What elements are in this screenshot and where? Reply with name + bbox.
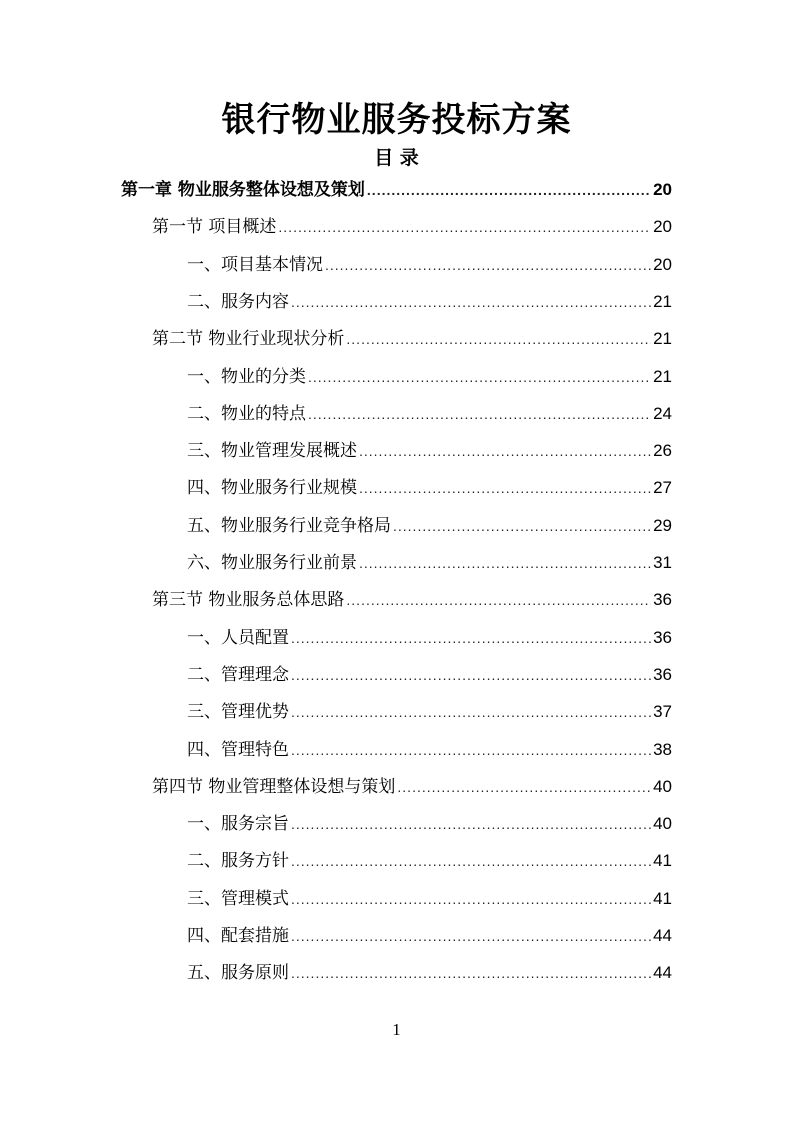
toc-entry-page-number: 21	[653, 329, 672, 348]
toc-entry-page-number: 40	[653, 814, 672, 833]
toc-entry-page-number: 44	[653, 963, 672, 982]
toc-dot-leader	[291, 846, 651, 876]
toc-entry[interactable]	[187, 884, 672, 914]
toc-entry-page-number: 20	[653, 255, 672, 274]
toc-dot-leader	[291, 623, 651, 653]
toc-entry-label: 二、物业的特点	[187, 404, 306, 424]
toc-dot-leader	[359, 473, 651, 503]
toc-dot-leader	[291, 809, 651, 839]
toc-entry-label: 一、项目基本情况	[187, 255, 323, 275]
toc-entry[interactable]	[187, 399, 672, 429]
toc-entry[interactable]	[187, 548, 672, 578]
toc-entry[interactable]	[187, 250, 672, 280]
toc-dot-leader	[291, 735, 651, 765]
toc-entry-label: 第二节 物业行业现状分析	[152, 329, 345, 349]
toc-entry-page-number: 40	[653, 777, 672, 796]
toc-entry-page-number: 36	[653, 628, 672, 647]
toc-entry[interactable]	[187, 287, 672, 317]
toc-entry-page-number: 41	[653, 851, 672, 870]
toc-entry-page-number: 41	[653, 889, 672, 908]
toc-entry[interactable]	[187, 697, 672, 727]
toc-entry-page-number: 29	[653, 516, 672, 535]
toc-entry-label: 第四节 物业管理整体设想与策划	[152, 777, 396, 797]
toc-entry[interactable]	[187, 921, 672, 951]
toc-entry-page-number: 36	[653, 665, 672, 684]
toc-dot-leader	[291, 697, 651, 727]
toc-entry-label: 三、物业管理发展概述	[187, 441, 357, 461]
toc-entry-label: 一、物业的分类	[187, 367, 306, 387]
toc-entry[interactable]	[187, 623, 672, 653]
toc-entry-label: 二、管理理念	[187, 665, 289, 685]
toc-entry-label: 三、管理模式	[187, 889, 289, 909]
toc-entry[interactable]	[187, 735, 672, 765]
toc-entry[interactable]	[152, 324, 672, 354]
toc-entry-page-number: 21	[653, 367, 672, 386]
toc-entry-page-number: 20	[653, 217, 672, 236]
toc-entry-label: 二、服务内容	[187, 292, 289, 312]
toc-entry-label: 四、管理特色	[187, 740, 289, 760]
toc-entry[interactable]	[187, 809, 672, 839]
page-number: 1	[392, 1020, 401, 1039]
toc-entry[interactable]	[187, 660, 672, 690]
toc-entry-label: 一、人员配置	[187, 628, 289, 648]
toc-entry-label: 四、配套措施	[187, 926, 289, 946]
toc-dot-leader	[397, 772, 651, 802]
toc-heading: 目 录	[374, 147, 419, 169]
toc-entry-label: 六、物业服务行业前景	[187, 553, 357, 573]
toc-entry[interactable]	[152, 772, 672, 802]
toc-entry-page-number: 31	[653, 553, 672, 572]
toc-entry[interactable]	[187, 958, 672, 988]
toc-dot-leader	[291, 660, 651, 690]
toc-dot-leader	[359, 548, 651, 578]
toc-entry[interactable]	[121, 175, 672, 205]
document-title: 银行物业服务投标方案	[221, 100, 572, 140]
toc-entry-page-number: 26	[653, 441, 672, 460]
toc-entry[interactable]	[187, 846, 672, 876]
toc-entry[interactable]	[187, 511, 672, 541]
toc-entry-label: 五、服务原则	[187, 963, 289, 983]
toc-entry-label: 第一节 项目概述	[152, 217, 277, 237]
toc-entry-label: 一、服务宗旨	[187, 814, 289, 834]
toc-entry-page-number: 44	[653, 926, 672, 945]
toc-entry[interactable]	[152, 212, 672, 242]
toc-entry-label: 第三节 物业服务总体思路	[152, 590, 345, 610]
toc-entry-label: 三、管理优势	[187, 702, 289, 722]
toc-entry-label: 二、服务方针	[187, 851, 289, 871]
toc-entry-page-number: 27	[653, 478, 672, 497]
toc-dot-leader	[291, 921, 651, 951]
toc-entry-page-number: 20	[653, 180, 672, 199]
toc-dot-leader	[393, 511, 651, 541]
toc-entry[interactable]	[187, 436, 672, 466]
toc-dot-leader	[346, 585, 651, 615]
toc-entry-page-number: 21	[653, 292, 672, 311]
toc-dot-leader	[291, 884, 651, 914]
toc-entry[interactable]	[187, 362, 672, 392]
toc-entry-page-number: 24	[653, 404, 672, 423]
toc-dot-leader	[291, 958, 651, 988]
toc-dot-leader	[308, 362, 651, 392]
toc-entry-page-number: 38	[653, 740, 672, 759]
toc-dot-leader	[359, 436, 651, 466]
toc-entry-label: 第一章 物业服务整体设想及策划	[121, 180, 365, 200]
toc-dot-leader	[291, 287, 651, 317]
toc-dot-leader	[308, 399, 651, 429]
toc-entry[interactable]	[187, 473, 672, 503]
toc-dot-leader	[367, 175, 651, 205]
toc-entry-page-number: 37	[653, 702, 672, 721]
toc-entry-page-number: 36	[653, 590, 672, 609]
toc-dot-leader	[346, 324, 651, 354]
toc-entry-label: 四、物业服务行业规模	[187, 478, 357, 498]
toc-dot-leader	[278, 212, 651, 242]
toc-dot-leader	[325, 250, 651, 280]
toc-entry[interactable]	[152, 585, 672, 615]
toc-entry-label: 五、物业服务行业竞争格局	[187, 516, 391, 536]
